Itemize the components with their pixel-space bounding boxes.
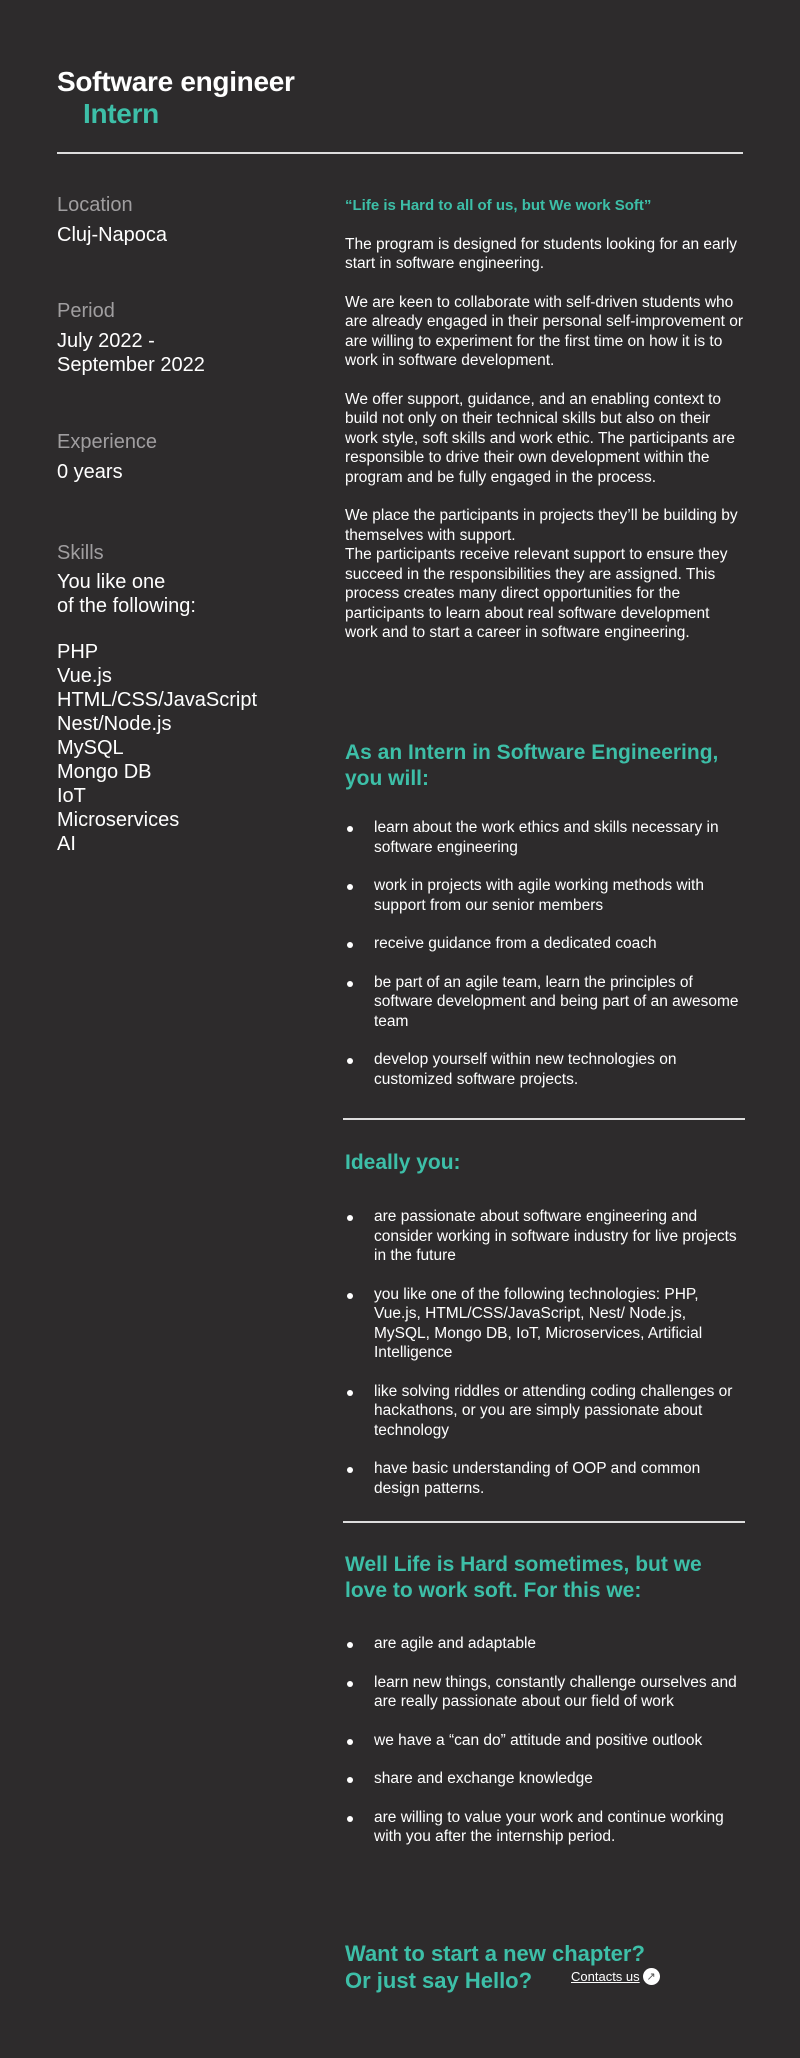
section-heading: Well Life is Hard sometimes, but we love to work soft. For this we: <box>345 1553 702 1602</box>
contacts-label: Contacts us <box>571 1969 640 1984</box>
skill-item: Microservices <box>57 809 180 831</box>
cta-line: Want to start a new chapter? <box>345 1941 645 1966</box>
list-item: like solving riddles or attending coding challenges or hackathons, or you are simply passionate about technology <box>345 1382 745 1441</box>
list-item: we have a “can do” attitude and positive outlook <box>345 1731 745 1751</box>
divider <box>57 152 743 154</box>
divider <box>343 1521 745 1523</box>
section-you-will <box>345 740 745 1108</box>
arrow-up-right-icon: ↗ <box>643 1968 660 1985</box>
skills-list <box>57 640 317 856</box>
quote: “Life is Hard to all of us, but We work Soft” <box>345 197 652 214</box>
location-value: Cluj-Napoca <box>57 224 168 246</box>
skill-item: HTML/CSS/JavaScript <box>57 689 258 711</box>
main-content <box>345 196 745 662</box>
period-end: September 2022 <box>57 354 205 376</box>
paragraph: The participants receive relevant support to ensure they succeed in the responsibilities they are assigned. This process creates many direct opportunities for the participants to learn about real software development work and to start a career in software engineering. <box>345 546 728 641</box>
skill-item: MySQL <box>57 737 124 759</box>
period-label: Period <box>57 300 115 322</box>
skill-item: IoT <box>57 785 86 807</box>
list-item: develop yourself within new technologies on customized software projects. <box>345 1050 745 1089</box>
list-item: be part of an agile team, learn the principles of software development and being part of an awesome team <box>345 973 745 1032</box>
list-item: are willing to value your work and continue working with you after the internship period. <box>345 1808 745 1847</box>
skills-intro-line: You like one <box>57 571 166 593</box>
list-item: you like one of the following technologies: PHP, Vue.js, HTML/CSS/JavaScript, Nest/ Node.js, MySQL, Mongo DB, IoT, Microservices, Artificial Intelligence <box>345 1285 745 1363</box>
list-item: work in projects with agile working methods with support from our senior members <box>345 876 745 915</box>
skill-item: PHP <box>57 641 99 663</box>
location-label: Location <box>57 194 133 216</box>
paragraph: We offer support, guidance, and an enabling context to build not only on their technical skills but also on their work style, soft skills and work ethic. The participants are responsible to drive their own development within the program and be fully engaged in the process. <box>345 390 735 486</box>
section-we <box>345 1552 745 1866</box>
paragraph: We are keen to collaborate with self-driven students who are already engaged in their personal self-improvement or are willing to experiment for the first time on how it is to work in software development. <box>345 293 744 369</box>
skill-item: Mongo DB <box>57 761 152 783</box>
page-title <box>57 66 295 130</box>
list-item: learn about the work ethics and skills necessary in software engineering <box>345 818 745 857</box>
experience-value: 0 years <box>57 461 123 483</box>
skills-block <box>57 540 317 856</box>
bullet-list <box>345 1207 745 1498</box>
job-title: Software engineer <box>57 66 295 97</box>
skill-item: Nest/Node.js <box>57 713 172 735</box>
section-heading: As an Intern in Software Engineering, you will: <box>345 741 719 790</box>
experience-block <box>57 429 317 485</box>
cta-line: Or just say Hello? <box>345 1968 533 1993</box>
skills-intro <box>57 570 317 618</box>
location-block <box>57 192 317 248</box>
skills-intro-line: of the following: <box>57 595 196 617</box>
section-heading: Ideally you: <box>345 1151 461 1174</box>
period-start: July 2022 - <box>57 330 155 352</box>
list-item: learn new things, constantly challenge ourselves and are really passionate about our field of work <box>345 1673 745 1712</box>
experience-label: Experience <box>57 431 158 453</box>
cta-heading <box>345 1940 645 1994</box>
skills-label: Skills <box>57 542 104 564</box>
list-item: are passionate about software engineering and consider working in software industry for live projects in the future <box>345 1207 745 1266</box>
section-ideally-you <box>345 1150 745 1517</box>
paragraph: We place the participants in projects they’ll be building by themselves with support. <box>345 507 738 544</box>
skill-item: AI <box>57 833 76 855</box>
skill-item: Vue.js <box>57 665 112 687</box>
bullet-list <box>345 818 745 1089</box>
bullet-list <box>345 1634 745 1847</box>
period-block <box>57 298 317 378</box>
list-item: receive guidance from a dedicated coach <box>345 934 745 954</box>
list-item: are agile and adaptable <box>345 1634 745 1654</box>
list-item: have basic understanding of OOP and common design patterns. <box>345 1459 745 1498</box>
job-level: Intern <box>83 98 159 129</box>
list-item: share and exchange knowledge <box>345 1769 745 1789</box>
divider <box>343 1118 745 1120</box>
contacts-link[interactable] <box>571 1968 660 1985</box>
paragraph: The program is designed for students looking for an early start in software engineering. <box>345 235 738 272</box>
